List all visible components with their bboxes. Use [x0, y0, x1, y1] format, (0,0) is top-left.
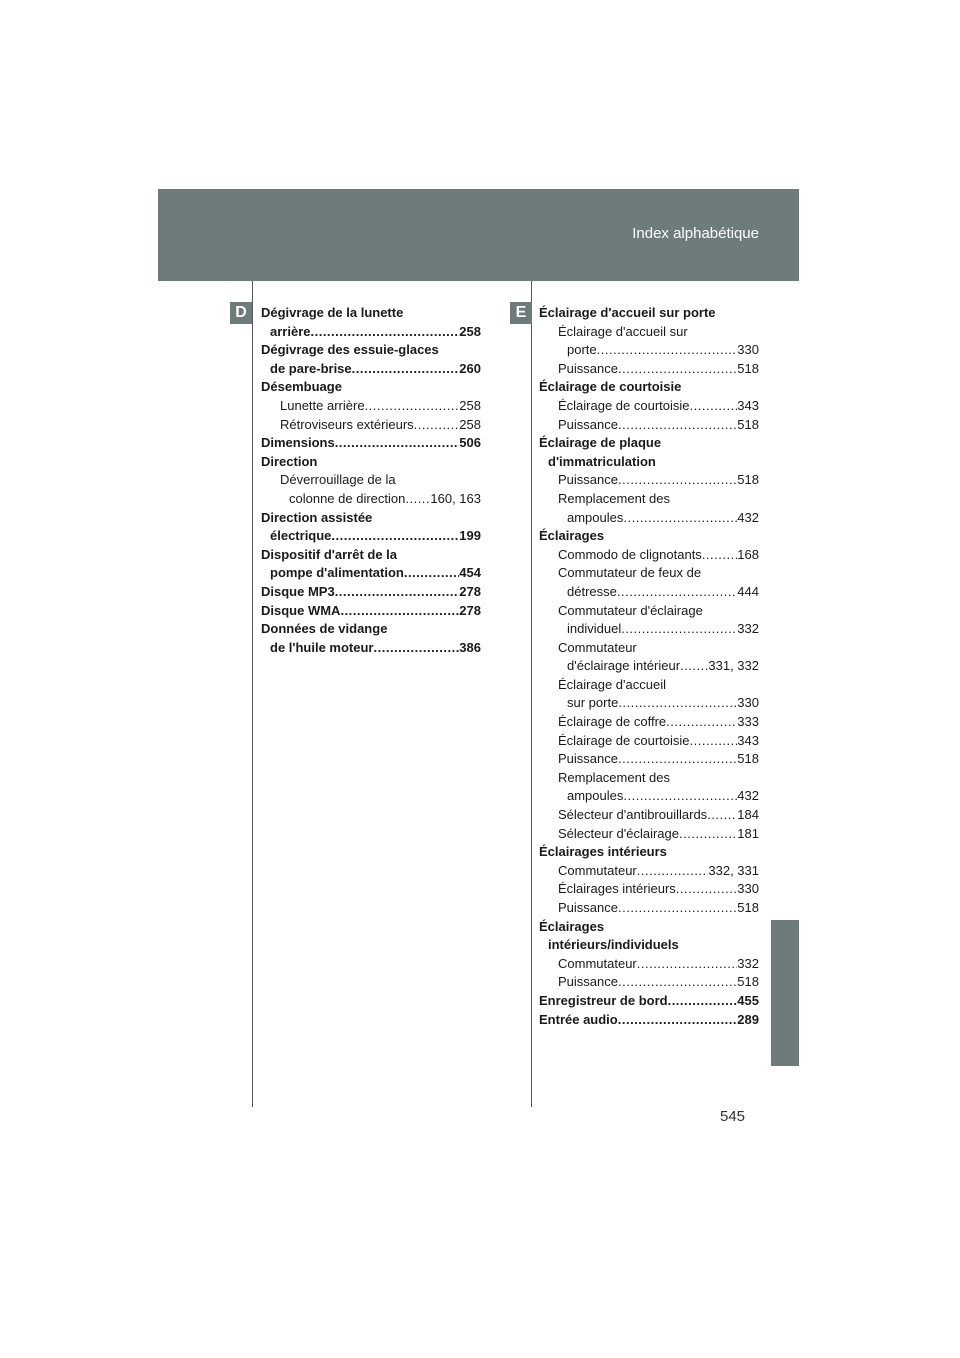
index-entry: Dégivrage des essuie-glaces	[261, 342, 439, 358]
index-entry: Disque MP3 ..... 278	[261, 583, 481, 602]
index-entry: Disque WMA ..... 278	[261, 602, 481, 621]
page-header-title: Index alphabétique	[632, 225, 759, 242]
index-entry: Éclairage d'accueil sur	[558, 323, 688, 339]
index-entry: Rétroviseurs extérieurs ..... 258	[261, 416, 481, 435]
index-entry: Dimensions ..... 506	[261, 434, 481, 453]
index-entry: Commutateur ..... 332, 331	[539, 862, 759, 881]
index-entry: intérieurs/individuels	[548, 937, 679, 953]
index-entry: Puissance ..... 518	[539, 750, 759, 769]
index-entry: sur porte ..... 330	[539, 694, 759, 713]
index-entry: Enregistreur de bord ..... 455	[539, 992, 759, 1011]
index-entry: Dégivrage de la lunette	[261, 305, 404, 320]
index-entry: Lunette arrière ..... 258	[261, 397, 481, 416]
index-entry: Éclairages intérieurs ..... 330	[539, 880, 759, 899]
index-entry: Désembuage	[261, 379, 342, 395]
index-entry: Sélecteur d'antibrouillards ..... 184	[539, 806, 759, 825]
index-entry: Éclairage d'accueil	[558, 676, 666, 692]
index-entry: Éclairage de courtoisie ..... 343	[539, 732, 759, 751]
index-entry: Remplacement des	[558, 490, 670, 506]
header-band	[158, 189, 799, 281]
index-entry: arrière ..... 258	[261, 323, 481, 342]
index-entry: individuel ..... 332	[539, 620, 759, 639]
index-entry: Direction assistée	[261, 509, 373, 525]
index-entry: Éclairage d'accueil sur porte	[539, 305, 716, 320]
index-entry: Déverrouillage de la	[280, 472, 396, 488]
index-entry: pompe d'alimentation ..... 454	[261, 564, 481, 583]
index-entry: Remplacement des	[558, 769, 670, 785]
index-entry: électrique ..... 199	[261, 527, 481, 546]
index-entry: Données de vidange	[261, 621, 388, 637]
index-entry: porte ..... 330	[539, 341, 759, 360]
index-entry: Éclairage de plaque	[539, 435, 662, 451]
index-entry: Dispositif d'arrêt de la	[261, 546, 398, 562]
index-entry: Éclairages	[539, 918, 605, 934]
index-entry: colonne de direction ..... 160, 163	[261, 490, 481, 509]
index-entry: ampoules ..... 432	[539, 787, 759, 806]
index-entry: Puissance ..... 518	[539, 360, 759, 379]
index-entry: Puissance ..... 518	[539, 899, 759, 918]
index-entry: d'immatriculation	[548, 453, 656, 469]
index-entry: Éclairage de courtoisie ..... 343	[539, 397, 759, 416]
index-entry: Direction	[261, 453, 318, 469]
section-letter-e: E	[510, 302, 532, 324]
section-letter-d: D	[230, 302, 252, 324]
index-entry: détresse ..... 444	[539, 583, 759, 602]
index-column-e	[539, 304, 759, 1029]
index-entry: Puissance ..... 518	[539, 416, 759, 435]
index-entry: Éclairages intérieurs	[539, 844, 667, 860]
index-entry: Éclairage de courtoisie	[539, 379, 682, 395]
column-divider-middle	[531, 281, 532, 1107]
page-number: 545	[720, 1108, 746, 1125]
index-entry: Commutateur ..... 332	[539, 955, 759, 974]
index-entry: Sélecteur d'éclairage ..... 181	[539, 825, 759, 844]
index-entry: Commutateur d'éclairage	[558, 602, 703, 618]
index-entry: ampoules ..... 432	[539, 509, 759, 528]
index-entry: Puissance ..... 518	[539, 471, 759, 490]
index-entry: Éclairages	[539, 528, 605, 544]
index-entry: Commutateur de feux de	[558, 565, 702, 581]
column-divider-left	[252, 281, 253, 1107]
index-entry: Commodo de clignotants ..... 168	[539, 546, 759, 565]
chapter-side-tab	[771, 920, 799, 1066]
index-entry: Éclairage de coffre ..... 333	[539, 713, 759, 732]
index-column-d	[261, 304, 481, 657]
index-entry: de l'huile moteur ..... 386	[261, 639, 481, 658]
index-entry: Entrée audio ..... 289	[539, 1011, 759, 1030]
index-entry: d'éclairage intérieur ..... 331, 332	[539, 657, 759, 676]
index-entry: de pare-brise ..... 260	[261, 360, 481, 379]
index-entry: Commutateur	[558, 639, 637, 655]
index-entry: Puissance ..... 518	[539, 973, 759, 992]
